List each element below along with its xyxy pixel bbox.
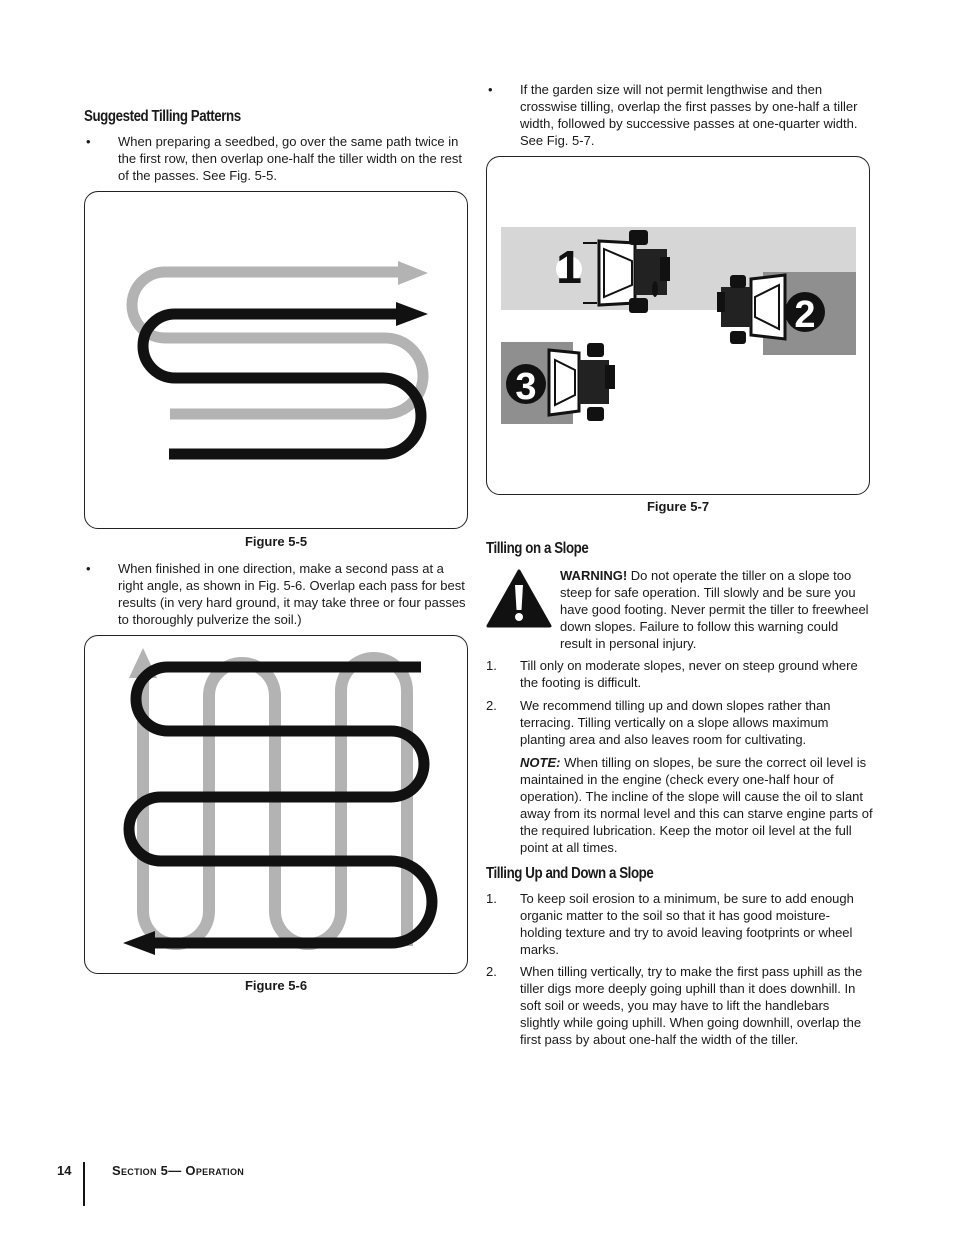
gray-path (132, 272, 423, 414)
figure-5-7-caption: Figure 5-7 (646, 499, 710, 514)
list-item-number: 2. (486, 964, 497, 979)
bullet-garden-size-text: If the garden size will not permit lengthwise and then crosswise tilling, overlap the first passes by one-half a tiller width, followed by successive passes at one-quarter width. See Fig. 5-7. (520, 82, 858, 148)
figure-5-5-pattern (85, 192, 467, 528)
bullet-second-pass-text: When finished in one direction, make a second pass at a right angle, as shown in Fig. 5-6. Overlap each pass for best results (in very hard ground, it may take three or four passes to thoroughly pulverize the soil.) (118, 561, 466, 627)
bullet-marker: • (488, 82, 493, 97)
gray-arrowhead (398, 261, 428, 285)
page-number: 14 (57, 1163, 72, 1178)
warning-label: WARNING! (560, 568, 628, 583)
slope-item-1-text: Till only on moderate slopes, never on steep ground where the footing is difficult. (520, 658, 858, 690)
figure-5-6-caption: Figure 5-6 (244, 978, 308, 993)
figure-5-5-box (84, 191, 468, 529)
heading-tilling-up-and-down: Tilling Up and Down a Slope (486, 865, 654, 882)
bullet-marker: • (86, 134, 91, 149)
heading-tilling-on-a-slope: Tilling on a Slope (486, 540, 589, 557)
bullet-seedbed-text: When preparing a seedbed, go over the same path twice in the first row, then overlap one-half the tiller width on the rest of the passes. See Fig. 5-5. (118, 134, 462, 183)
updown-item-2-text: When tilling vertically, try to make the first pass uphill as the tiller digs more deeply going uphill than it does downhill. In soft soil or weeds, you may have to lift the handlebars slightly while going uphill. When going downhill, overlap the first pass by about one-half the width of the tiller. (520, 964, 863, 1047)
note-text: When tilling on slopes, be sure the correct oil level is maintained in the engine (check every one-half hour of operation). The incline of the slope will cause the oil to slant away from its normal level and this can starve engine parts of the required lubrication. Keep the motor oil level at the full point at all times. (520, 755, 873, 855)
warning-paragraph (560, 567, 872, 652)
updown-item-1-text: To keep soil erosion to a minimum, be sure to add enough organic matter to the soil so that it has good moisture-holding texture and try to avoid leaving footprints or wheel marks. (520, 891, 854, 957)
figure-5-7-box (486, 156, 870, 495)
warning-icon (486, 568, 552, 628)
fig57-label-3: 3 (515, 366, 537, 408)
list-item-number: 1. (486, 891, 497, 906)
fig57-label-2: 2 (794, 294, 816, 336)
slope-item-2-text: We recommend tilling up and down slopes rather than terracing. Tilling vertically on a slope allows maximum planting area and also leaves room for cultivating. (520, 698, 831, 747)
black-arrowhead (123, 931, 155, 955)
figure-5-6-pattern (85, 636, 467, 973)
warning-text: Do not operate the tiller on a slope too steep for safe operation. Till slowly and be sure you have good footing. Never permit the tiller to freewheel down slopes. Failure to follow this warning could result in personal injury. (560, 568, 869, 651)
figure-5-5-caption: Figure 5-5 (244, 534, 308, 549)
list-item-number: 2. (486, 698, 497, 713)
black-arrowhead (396, 302, 428, 326)
heading-suggested-tilling-patterns: Suggested Tilling Patterns (84, 108, 241, 125)
footer-divider (83, 1162, 85, 1206)
figure-5-6-box (84, 635, 468, 974)
note-paragraph (520, 754, 876, 856)
list-item-number: 1. (486, 658, 497, 673)
note-label: NOTE: (520, 755, 561, 770)
fig57-label-1: 1 (556, 241, 582, 293)
figure-5-7-diagram (487, 157, 869, 494)
footer-section-title: Section 5— Operation (112, 1163, 245, 1178)
bullet-marker: • (86, 561, 91, 576)
tiller-3 (549, 343, 615, 421)
